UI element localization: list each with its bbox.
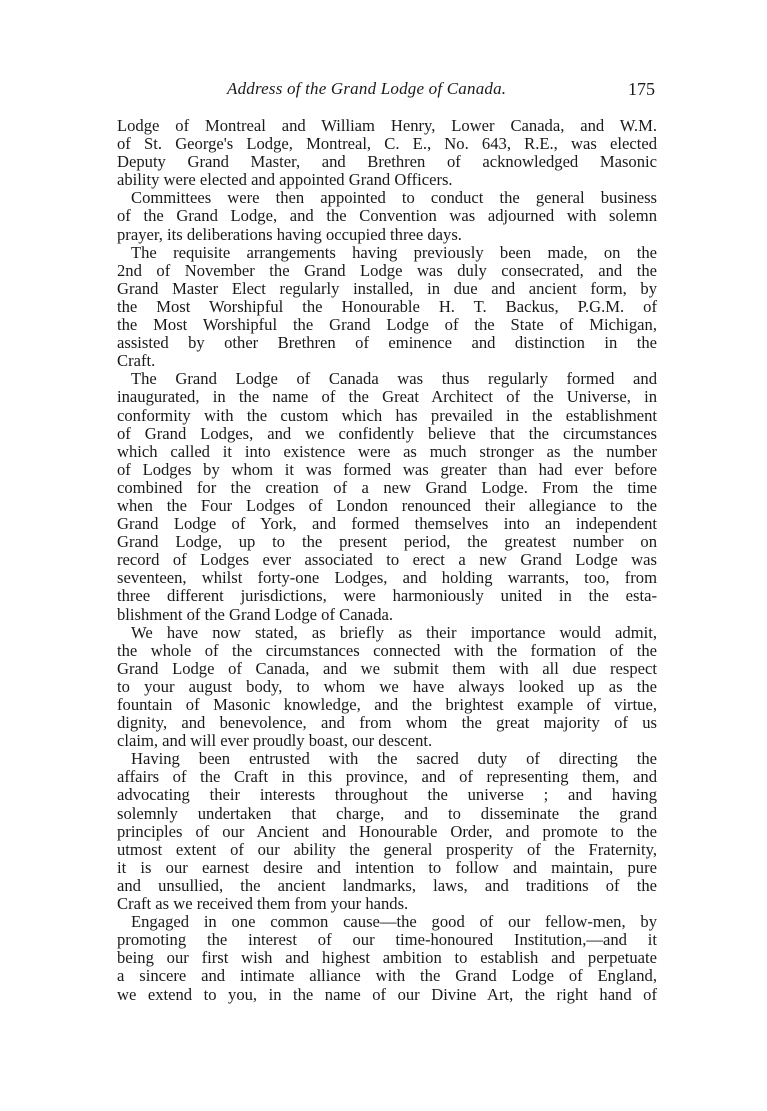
text-line: principles of our Ancient and Honourable Order, and promote to the	[117, 822, 657, 841]
text-line: Lodge of Montreal and William Henry, Lower Canada, and W.M.	[117, 117, 657, 135]
text-line: The requisite arrangements having previously been made, on the	[131, 243, 657, 262]
text-line: when the Four Lodges of London renounced their allegiance to the	[117, 496, 657, 515]
text-line: seventeen, whilst forty-one Lodges, and holding warrants, too, from	[117, 569, 657, 588]
page-number: 175	[628, 79, 655, 99]
text-line: and unsullied, the ancient landmarks, laws, and traditions of the	[117, 876, 657, 895]
text-line: record of Lodges ever associated to erect a new Grand Lodge was	[117, 551, 657, 570]
text-line: prayer, its deliberations having occupied three days.	[117, 225, 462, 244]
text-line: three different jurisdictions, were harmoniously united in the esta-	[117, 587, 657, 606]
text-line: ability were elected and appointed Grand Officers.	[117, 171, 453, 190]
text-line: affairs of the Craft in this province, and of representing them, and	[117, 768, 657, 787]
text-line: being our first wish and highest ambition to establish and perpetuate	[117, 949, 657, 968]
text-line: advocating their interests throughout the universe ; and having	[117, 786, 657, 805]
body-text	[117, 117, 657, 1004]
text-line: of Grand Lodges, and we confidently believe that the circumstances	[117, 424, 657, 443]
text-line: Grand Master Elect regularly installed, in due and ancient form, by	[117, 279, 657, 298]
text-line: fountain of Masonic knowledge, and the brightest example of virtue,	[117, 696, 657, 714]
text-line: conformity with the custom which has prevailed in the establishment	[117, 406, 657, 425]
text-line: it is our earnest desire and intention to follow and maintain, pure	[117, 858, 657, 877]
text-line: of Lodges by whom it was formed was greater than had ever before	[117, 460, 657, 479]
text-line: Having been entrusted with the sacred duty of directing the	[131, 750, 657, 769]
text-line: Grand Lodge, up to the present period, the greatest number on	[117, 533, 657, 552]
text-line: to your august body, to whom we have always looked up as the	[117, 677, 657, 696]
text-line: The Grand Lodge of Canada was thus regularly formed and	[131, 370, 657, 389]
text-line: We have now stated, as briefly as their importance would admit,	[131, 623, 657, 642]
text-line: Grand Lodge of York, and formed themselves into an independent	[117, 515, 657, 534]
text-line: inaugurated, in the name of the Great Architect of the Universe, in	[117, 388, 657, 407]
text-line: blishment of the Grand Lodge of Canada.	[117, 605, 394, 624]
text-line: Craft as we received them from your hands.	[117, 895, 409, 914]
text-line: we extend to you, in the name of our Divine Art, the right hand of	[117, 985, 657, 1004]
text-line: the whole of the circumstances connected with the formation of the	[117, 641, 657, 660]
text-line: the Most Worshipful the Honourable H. T. Backus, P.G.M. of	[117, 297, 657, 316]
text-line: which called it into existence were as much stronger as the number	[117, 442, 657, 461]
text-line: Craft.	[117, 352, 156, 371]
text-line: claim, and will ever proudly boast, our descent.	[117, 732, 433, 751]
text-line: a sincere and intimate alliance with the Grand Lodge of England,	[117, 967, 657, 986]
text-line: the Most Worshipful the Grand Lodge of the State of Michigan,	[117, 316, 657, 335]
page-header	[117, 79, 657, 103]
text-line: of the Grand Lodge, and the Convention was adjourned with solemn	[117, 207, 657, 226]
text-line: Deputy Grand Master, and Brethren of acknowledged Masonic	[117, 153, 657, 172]
text-line: 2nd of November the Grand Lodge was duly consecrated, and the	[117, 261, 657, 280]
text-line: Committees were then appointed to conduct the general business	[131, 189, 657, 208]
text-line: of St. George's Lodge, Montreal, C. E., No. 643, R.E., was elected	[117, 135, 657, 154]
text-line: dignity, and benevolence, and from whom the great majority of us	[117, 714, 657, 733]
text-line: promoting the interest of our time-honoured Institution,—and it	[117, 931, 657, 950]
text-line: Engaged in one common cause—the good of our fellow-men, by	[131, 913, 657, 932]
text-line: Grand Lodge of Canada, and we submit them with all due respect	[117, 659, 657, 678]
running-head: Address of the Grand Lodge of Canada.	[227, 79, 507, 98]
text-line: utmost extent of our ability the general prosperity of the Fraternity,	[117, 840, 657, 859]
text-line: solemnly undertaken that charge, and to disseminate the grand	[117, 804, 657, 823]
text-line: assisted by other Brethren of eminence and distinction in the	[117, 334, 657, 353]
text-line: combined for the creation of a new Grand Lodge. From the time	[117, 478, 657, 497]
